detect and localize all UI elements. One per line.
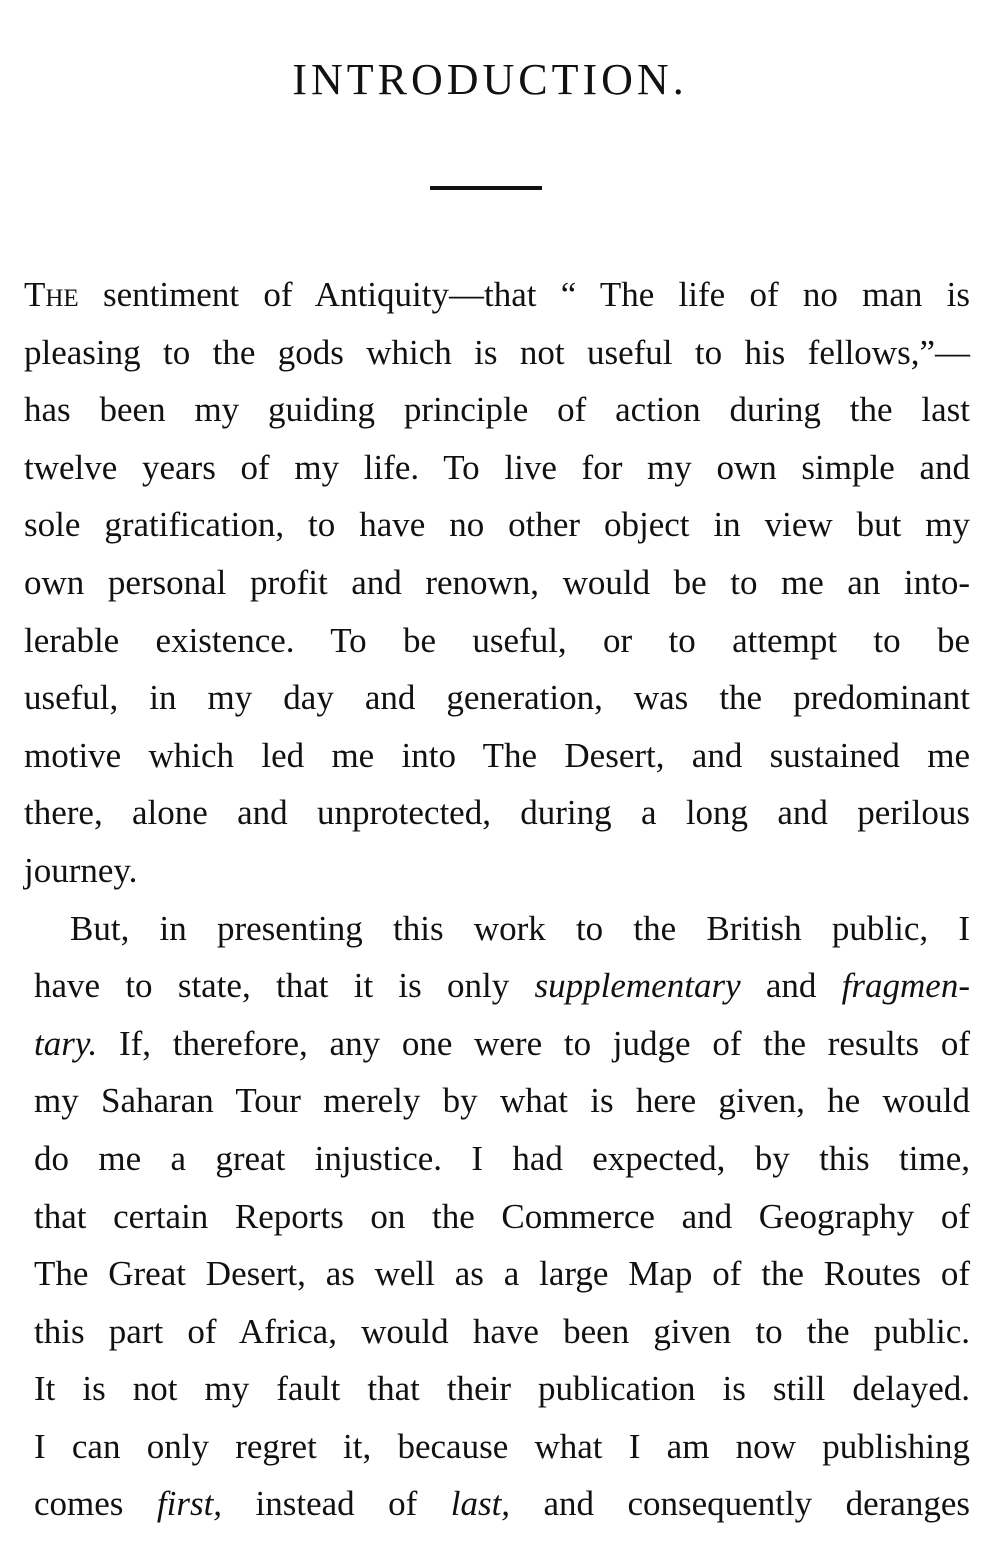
- text-line: journey.: [24, 850, 138, 890]
- text-line: useful, in my day and generation, was the predominant: [24, 678, 970, 718]
- italic-word: supplementary: [534, 966, 741, 1006]
- text-line: I can only regret it, because what I am now publishing: [34, 1426, 970, 1466]
- text-line: there, alone and unprotected, during a long and perilous: [24, 793, 970, 833]
- italic-word: tary.: [34, 1023, 98, 1063]
- text-line: The Great Desert, as well as a large Map of the Routes of: [34, 1254, 970, 1294]
- italic-word: first,: [156, 1484, 223, 1524]
- text-line: have to state, that it is only supplementary and fragmen-: [34, 966, 970, 1006]
- text-line: do me a great injustice. I had expected, by this time,: [34, 1138, 970, 1178]
- text-line: It is not my fault that their publication is still delayed.: [34, 1369, 970, 1409]
- italic-word: fragmen-: [841, 966, 970, 1006]
- paragraph-1: [24, 266, 970, 900]
- title-divider: [430, 186, 542, 190]
- italic-word: last,: [450, 1484, 511, 1524]
- text-line: twelve years of my life. To live for my own simple and: [24, 447, 970, 487]
- page-title: INTRODUCTION.: [292, 55, 688, 104]
- text-line: this part of Africa, would have been given to the public.: [34, 1311, 970, 1351]
- text-line: The sentiment of Antiquity—that “ The life of no man is: [24, 275, 970, 314]
- text-line: that certain Reports on the Commerce and Geography of: [34, 1196, 970, 1236]
- text-line: sole gratification, to have no other object in view but my: [24, 505, 970, 545]
- text-line: comes first, instead of last, and consequently deranges: [34, 1484, 971, 1524]
- text-line: own personal profit and renown, would be to me an into-: [24, 562, 970, 602]
- text-line: my Saharan Tour merely by what is here given, he would: [34, 1081, 970, 1121]
- small-caps-word: The: [24, 275, 79, 314]
- paragraph-2: [24, 900, 970, 1534]
- text-line: lerable existence. To be useful, or to attempt to be: [24, 620, 970, 660]
- text-line: pleasing to the gods which is not useful to his fellows,”—: [24, 332, 970, 372]
- text-line: has been my guiding principle of action during the last: [24, 390, 970, 430]
- introduction-text: [24, 266, 970, 1533]
- text-line: But, in presenting this work to the British public, I: [70, 908, 970, 948]
- text-line: tary. If, therefore, any one were to judge of the results of: [34, 1023, 970, 1063]
- text-line: motive which led me into The Desert, and sustained me: [24, 735, 970, 775]
